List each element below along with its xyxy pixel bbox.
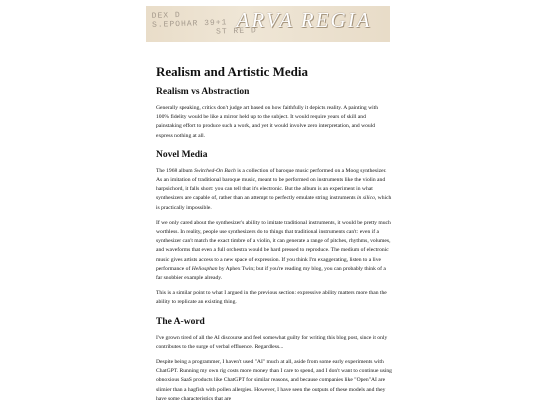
- section-heading-a-word: The A-word: [156, 316, 205, 327]
- latin-phrase: in silico: [357, 195, 375, 202]
- paragraph: [156, 289, 392, 307]
- album-title: Switched-On Bach: [194, 167, 236, 174]
- section-heading-novel-media: Novel Media: [156, 149, 208, 160]
- section-heading-realism: Realism vs Abstraction: [156, 87, 250, 97]
- banner-stamp-texture: DEX D S.EPOHAR 39+1 ST RE D: [151, 10, 257, 39]
- page-title: Realism and Artistic Media: [156, 64, 309, 79]
- track-title: Heliosphan: [191, 265, 218, 272]
- paragraph-text: This is a similar point to what I argued in the previous section: expressive ability matters more than the ability to replicate an existing thing.: [156, 290, 387, 306]
- paragraph-text: Despite being a programmer, I haven't used "AI" much at all, aside from some early experiments with ChatGPT. Running my own rig costs more money than I care to spend, and I don't want to continue using obnoxious SaaS products like ChatGPT for similar reasons, and because companies like "Open"AI are slimier than a hagfish with pollen allergies. However, I have seen the outputs of these models and they have some characteristics that are: [156, 359, 392, 402]
- paragraph: [156, 104, 392, 141]
- paragraph-text: The 1968 album: [156, 167, 195, 174]
- site-logo[interactable]: ARVA REGIA: [236, 8, 372, 32]
- paragraph-text: , which is practically impossible.: [156, 195, 392, 211]
- article: [156, 64, 392, 410]
- paragraph: [156, 358, 392, 404]
- paragraph: [156, 167, 392, 213]
- paragraph: [156, 334, 392, 352]
- paragraph-text: Generally speaking, critics don't judge art based on how faithfully it depicts reality. A painting with 100% fidelity would be like a mirror held up to the subject. It would require years of skill and painstaking effort to produce such a work, and yet it would involve zero interpretation, and would express nothing at all.: [156, 105, 379, 139]
- paragraph-text: is a collection of baroque music performed on a Moog synthesizer. As an imitation of traditional baroque music, meant to be performed on instruments like the violin and harpsichord, it falls short: you can tell that it's electronic. But the album is an experiment in what synthesizers are capable of, rather than an attempt to perfectly emulate string instruments: [156, 167, 387, 202]
- paragraph-text: I've grown tired of all the AI discourse and feel somewhat guilty for writing this blog post, since it only contributes to the surge of verbal effluence. Regardless...: [156, 334, 388, 350]
- paragraph-text: If we only cared about the synthesizer's ability to imitate traditional instruments, it would be pretty much worthless. In reality, people use synthesizers do to things that traditional instruments can't: even if a synthesizer can't match the exact timbre of a violin, it can generate a range of pitches, rhythms, volumes, and waveforms that even a full orchestra would be hard pressed to reproduce. The medium of electronic music gives artists access to a new space of expression. If you think I'm exaggerating, listen to a live performance of: [156, 219, 391, 272]
- paragraph-text: by Aphex Twin; but if you're reading my blog, you can probably think of a far snobbier example already.: [156, 265, 386, 282]
- site-banner[interactable]: [146, 6, 390, 42]
- paragraph: [156, 219, 392, 283]
